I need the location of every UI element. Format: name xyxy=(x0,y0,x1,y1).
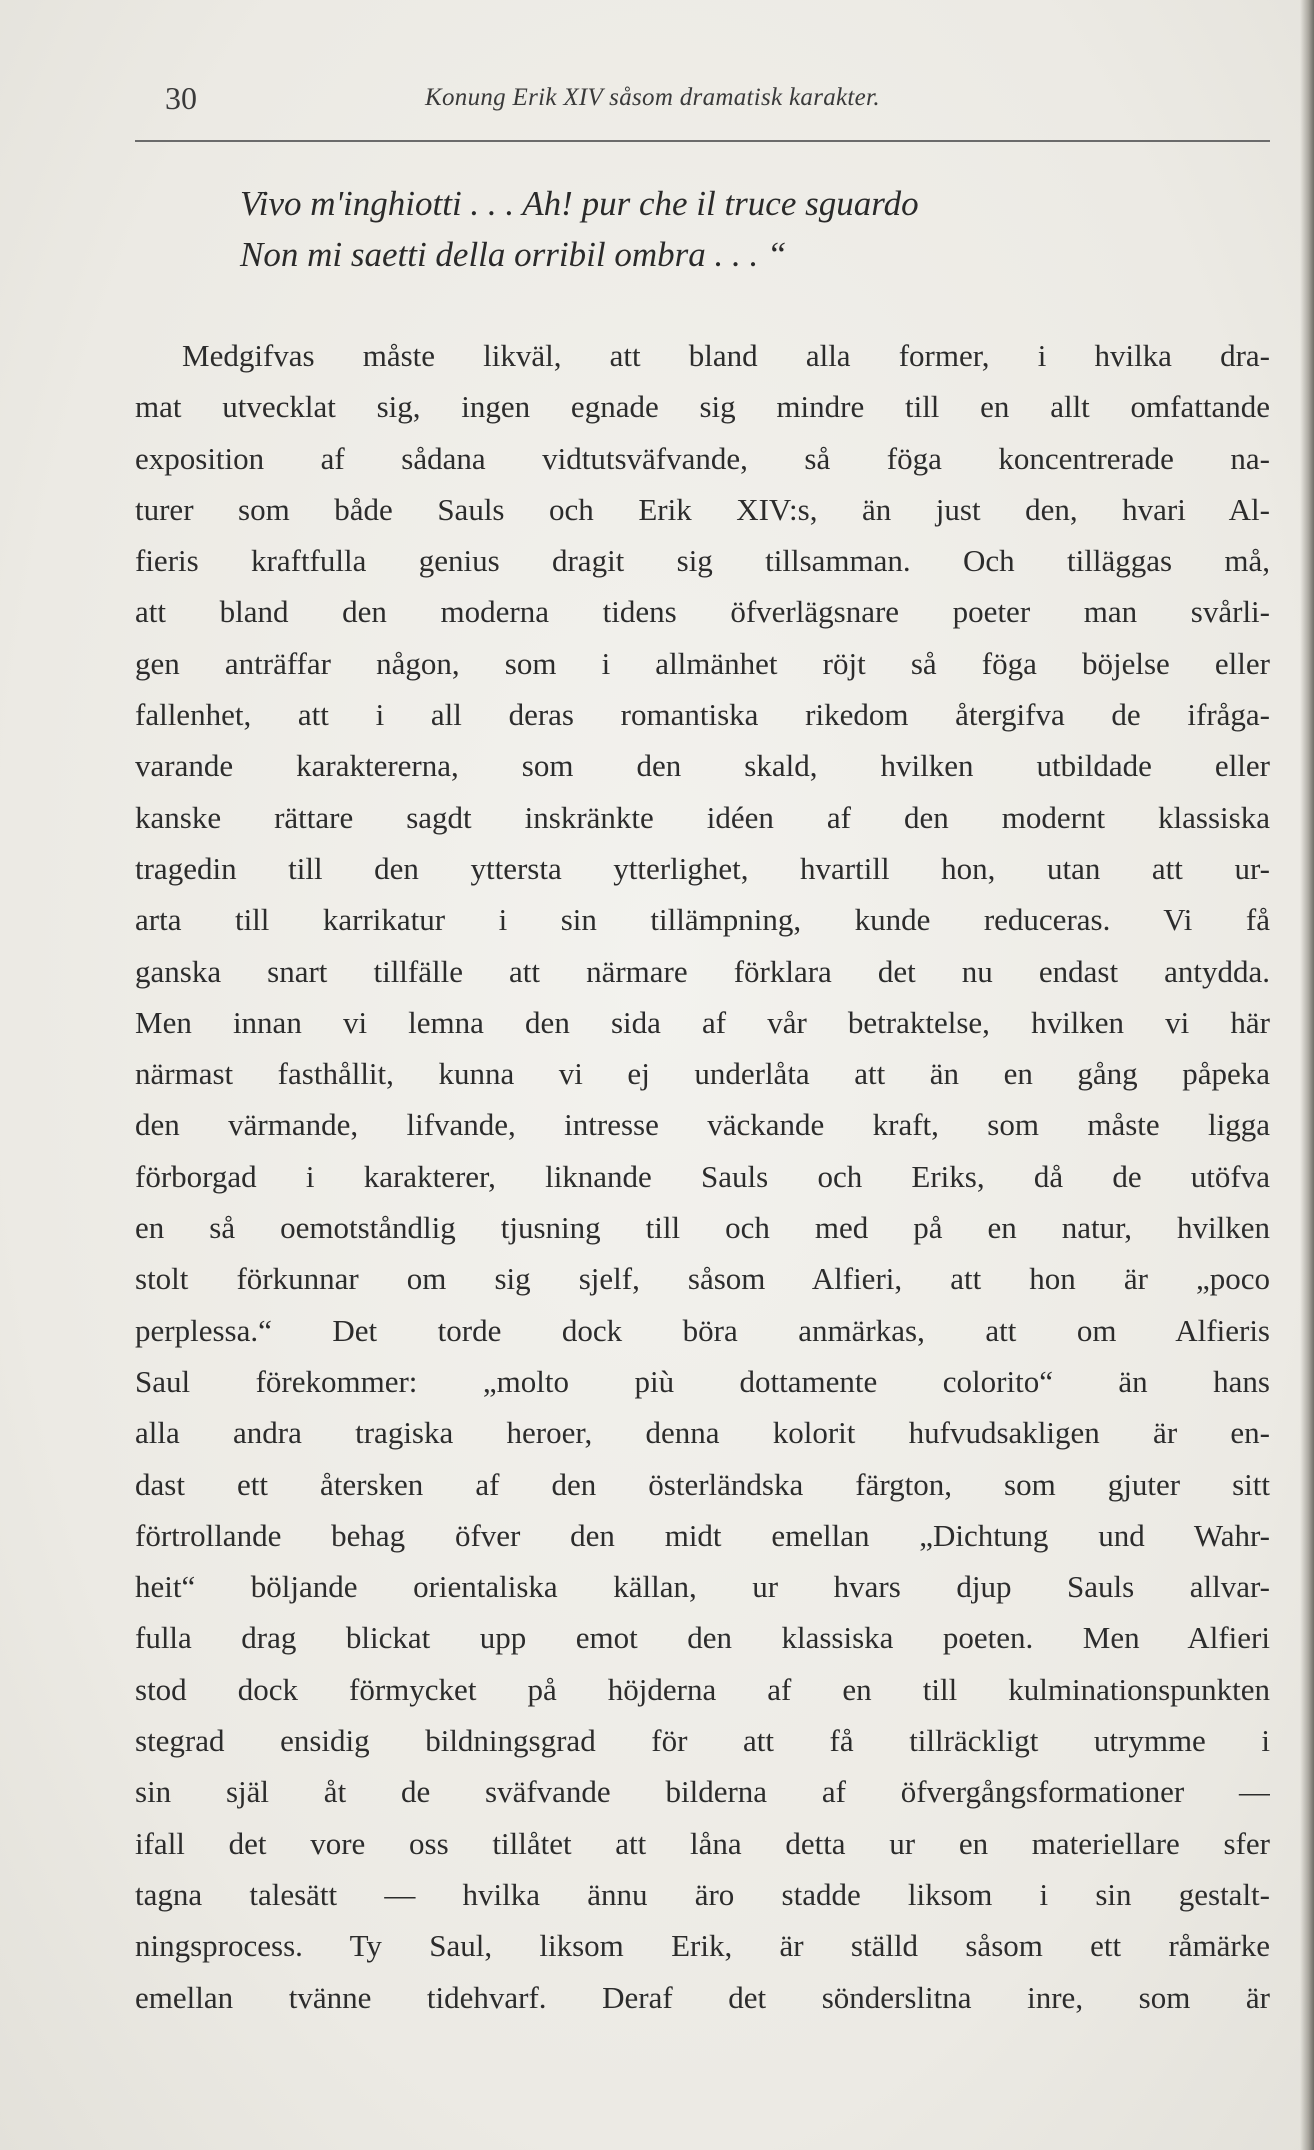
text-line: kanske rättare sagdt inskränkte idéen af den modernt klassiska xyxy=(135,799,1270,835)
verse-line: Vivo m'inghiotti . . . Ah! pur che il truce sguardo xyxy=(240,184,919,223)
text-line: ningsprocess. Ty Saul, liksom Erik, är ställd såsom ett råmärke xyxy=(135,1928,1270,1964)
book-spine-shadow xyxy=(1300,0,1314,2150)
text-line: exposition af sådana vidtutsväfvande, så föga koncentrerade na- xyxy=(135,440,1270,476)
text-line: fallenhet, att i all deras romantiska rikedom återgifva de ifråga- xyxy=(135,697,1270,733)
text-line: fieris kraftfulla genius dragit sig tillsamman. Och tilläggas må, xyxy=(135,543,1270,579)
verse-quotation xyxy=(240,178,1270,280)
text-line: varande karaktererna, som den skald, hvilken utbildade eller xyxy=(135,748,1270,784)
text-line: stolt förkunnar om sig sjelf, såsom Alfieri, att hon är „poco xyxy=(135,1261,1270,1297)
text-line: alla andra tragiska heroer, denna kolorit hufvudsakligen är en- xyxy=(135,1415,1270,1451)
page-header xyxy=(135,78,1270,118)
text-line: förtrollande behag öfver den midt emellan „Dichtung und Wahr- xyxy=(135,1517,1270,1553)
running-title: Konung Erik XIV såsom dramatisk karakter. xyxy=(425,84,880,111)
text-line: perplessa.“ Det torde dock böra anmärkas, att om Alfieris xyxy=(135,1312,1270,1348)
text-line: turer som både Sauls och Erik XIV:s, än just den, hvari Al- xyxy=(135,491,1270,527)
text-line: förborgad i karakterer, liknande Sauls och Eriks, då de utöfva xyxy=(135,1158,1270,1194)
text-line: den värmande, lifvande, intresse väckande kraft, som måste ligga xyxy=(135,1107,1270,1143)
page-number: 30 xyxy=(165,80,197,116)
text-line: ganska snart tillfälle att närmare förklara det nu endast antydda. xyxy=(135,953,1270,989)
text-line: gen anträffar någon, som i allmänhet röjt så föga böjelse eller xyxy=(135,645,1270,681)
text-line: emellan tvänne tidehvarf. Deraf det sönderslitna inre, som är xyxy=(135,1979,1270,2015)
text-line: närmast fasthållit, kunna vi ej underlåta att än en gång påpeka xyxy=(135,1056,1270,1092)
text-line: Men innan vi lemna den sida af vår betraktelse, hvilken vi här xyxy=(135,1004,1270,1040)
text-line: Medgifvas måste likväl, att bland alla former, i hvilka dra- xyxy=(182,338,1270,373)
text-line: att bland den moderna tidens öfverlägsnare poeter man svårli- xyxy=(135,594,1270,630)
text-line: Saul förekommer: „molto più dottamente colorito“ än hans xyxy=(135,1363,1270,1399)
text-line: tagna talesätt — hvilka ännu äro stadde liksom i sin gestalt- xyxy=(135,1876,1270,1912)
text-line: heit“ böljande orientaliska källan, ur hvars djup Sauls allvar- xyxy=(135,1569,1270,1605)
text-line: fulla drag blickat upp emot den klassiska poeten. Men Alfieri xyxy=(135,1620,1270,1656)
text-line: arta till karrikatur i sin tillämpning, kunde reduceras. Vi få xyxy=(135,902,1270,938)
text-line: stegrad ensidig bildningsgrad för att få tillräckligt utrymme i xyxy=(135,1723,1270,1759)
verse-line: Non mi saetti della orribil ombra . . . “ xyxy=(240,235,787,274)
text-line: stod dock förmycket på höjderna af en till kulminationspunkten xyxy=(135,1671,1270,1707)
text-line: tragedin till den yttersta ytterlighet, hvartill hon, utan att ur- xyxy=(135,850,1270,886)
text-line: dast ett återsken af den österländska färgton, som gjuter sitt xyxy=(135,1466,1270,1502)
text-line: mat utvecklat sig, ingen egnade sig mindre till en allt omfattande xyxy=(135,389,1270,425)
body-paragraph xyxy=(135,330,1270,2023)
text-line: en så oemotståndlig tjusning till och med på en natur, hvilken xyxy=(135,1210,1270,1246)
text-line: ifall det vore oss tillåtet att låna detta ur en materiellare sfer xyxy=(135,1825,1270,1861)
header-rule xyxy=(135,140,1270,142)
text-line: sin själ åt de sväfvande bilderna af öfvergångsformationer — xyxy=(135,1774,1270,1810)
